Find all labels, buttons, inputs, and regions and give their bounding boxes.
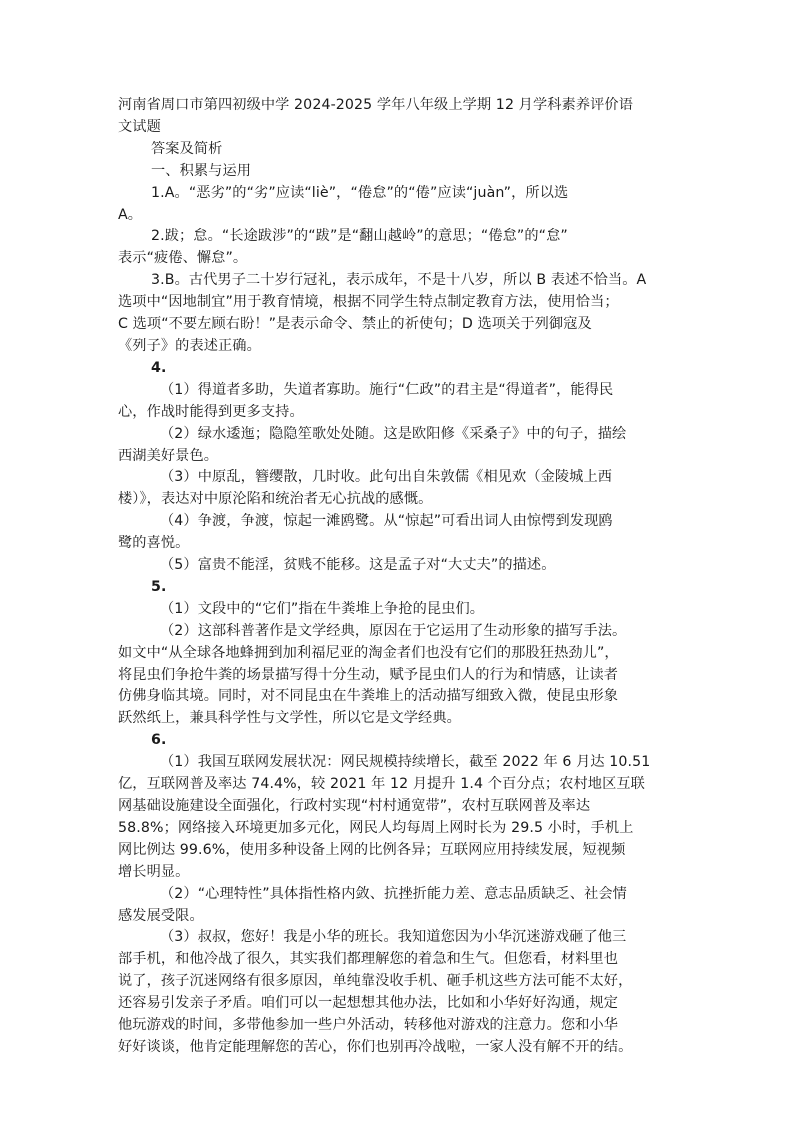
q3-line-4: 《列子》的表述正确。 (118, 337, 261, 354)
q3-line-3: C 选项“不要左顾右盼！”是表示命令、禁止的祈使句；D 选项关于列御寇及 (118, 316, 592, 333)
answer-document (118, 95, 690, 1059)
q5-2-line-1: （2）这部科普著作是文学经典，原因在于它运用了生动形象的描写手法。 (160, 622, 627, 639)
q6-1-line-2: 亿，互联网普及率达 74.4%，较 2021 年 12 月提升 1.4 个百分点；农村地区互联 (118, 776, 645, 793)
q4-3-line-1: （3）中原乱，簪缨散，几时收。此句出自朱敦儒《相见欢（金陵城上西 (160, 469, 613, 486)
q4-5-line: （5）富贵不能淫，贫贱不能移。这是孟子对“大丈夫”的描述。 (160, 557, 556, 574)
q4-number: 4. (151, 359, 167, 376)
q6-1-line-3: 网基础设施建设全面强化，行政村实现“村村通宽带”，农村互联网普及率达 (118, 798, 591, 814)
q1-line-1: 1.A。“恶劣”的“劣”应读“liè”，“倦怠”的“倦”应读“juàn”，所以选 (151, 184, 569, 201)
q6-3-line-5: 他玩游戏的时间，多带他参加一些户外活动，转移他对游戏的注意力。您和小华 (118, 1017, 619, 1034)
q4-1-line-1: （1）得道者多助，失道者寡助。施行“仁政”的君主是“得道者”，能得民 (160, 381, 614, 398)
title-line-1: 河南省周口市第四初级中学 2024-2025 学年八年级上学期 12 月学科素养评价语 (118, 97, 633, 113)
q6-2-line-1: （2）“心理特性”具体指性格内敛、抗挫折能力差、意志品质缺乏、社会情 (160, 885, 627, 902)
q6-3-line-1: （3）叔叔，您好！我是小华的班长。我知道您因为小华沉迷游戏砸了他三 (160, 929, 627, 946)
q5-2-line-5: 跃然纸上，兼具科学性与文学性，所以它是文学经典。 (118, 710, 461, 727)
q4-3-line-2: 楼）》，表达对中原沦陷和统治者无心抗战的感慨。 (118, 491, 433, 508)
title-line-2: 文试题 (118, 118, 161, 135)
q5-2-line-4: 仿佛身临其境。同时，对不同昆虫在牛粪堆上的活动描写细致入微，使昆虫形象 (118, 688, 619, 705)
q4-2-line-2: 西湖美好景色。 (118, 447, 219, 464)
q5-2-line-2: 如文中“从全球各地蜂拥到加利福尼亚的淘金者们也没有它们的那股狂热劲儿”， (118, 644, 619, 661)
q5-1-line: （1）文段中的“它们”指在牛粪堆上争抢的昆虫们。 (160, 600, 485, 617)
q6-3-line-6: 好好谈谈，他肯定能理解您的苦心，你们也别再冷战啦，一家人没有解不开的结。 (118, 1038, 633, 1055)
q4-2-line-1: （2）绿水逶迤；隐隐笙歌处处随。这是欧阳修《采桑子》中的句子，描绘 (160, 425, 627, 442)
q6-number: 6. (151, 732, 167, 749)
q6-3-line-2: 部手机，和他冷战了很久，其实我们都理解您的着急和生气。但您看，材料里也 (118, 951, 619, 968)
q6-3-line-3: 说了，孩子沉迷网络有很多原因，单纯靠没收手机、砸手机这些方法可能不太好， (118, 973, 633, 990)
q2-line-2: 表示“疲倦、懈怠”。 (118, 250, 248, 267)
q6-1-line-6: 增长明显。 (118, 863, 190, 880)
q4-4-line-1: （4）争渡，争渡，惊起一滩鸥鹭。从“惊起”可看出词人由惊愕到发现鸥 (160, 513, 613, 530)
q1-line-2: A。 (118, 206, 143, 223)
q3-line-1: 3.B。古代男子二十岁行冠礼，表示成年，不是十八岁，所以 B 表述不恰当。A (151, 272, 647, 289)
q6-2-line-2: 感发展受限。 (118, 907, 204, 924)
q6-3-line-4: 还容易引发亲子矛盾。咱们可以一起想想其他办法，比如和小华好好沟通，规定 (118, 995, 619, 1012)
q6-1-line-5: 网比例达 99.6%，使用多种设备上网的比例各异；互联网应用持续发展，短视频 (118, 841, 626, 858)
q6-1-line-1: （1）我国互联网发展状况：网民规模持续增长，截至 2022 年 6 月达 10.51 (160, 754, 651, 771)
section-heading: 一、积累与运用 (151, 162, 252, 179)
q6-1-line-4: 58.8%；网络接入环境更加多元化，网民人均每周上网时长为 29.5 小时，手机上 (118, 819, 634, 836)
subtitle: 答案及简析 (151, 140, 223, 157)
q4-4-line-2: 鹭的喜悦。 (118, 535, 190, 552)
q4-1-line-2: 心，作战时能得到更多支持。 (118, 403, 304, 420)
q2-line-1: 2.跋；怠。“长途跋涉”的“跋”是“翻山越岭”的意思；“倦怠”的“怠” (151, 228, 568, 245)
q5-number: 5. (151, 578, 167, 595)
q5-2-line-3: 将昆虫们争抢牛粪的场景描写得十分生动，赋予昆虫们人的行为和情感，让读者 (118, 666, 619, 683)
q3-line-2: 选项中“因地制宜”用于教育情境，根据不同学生特点制定教育方法，使用恰当； (118, 294, 619, 311)
